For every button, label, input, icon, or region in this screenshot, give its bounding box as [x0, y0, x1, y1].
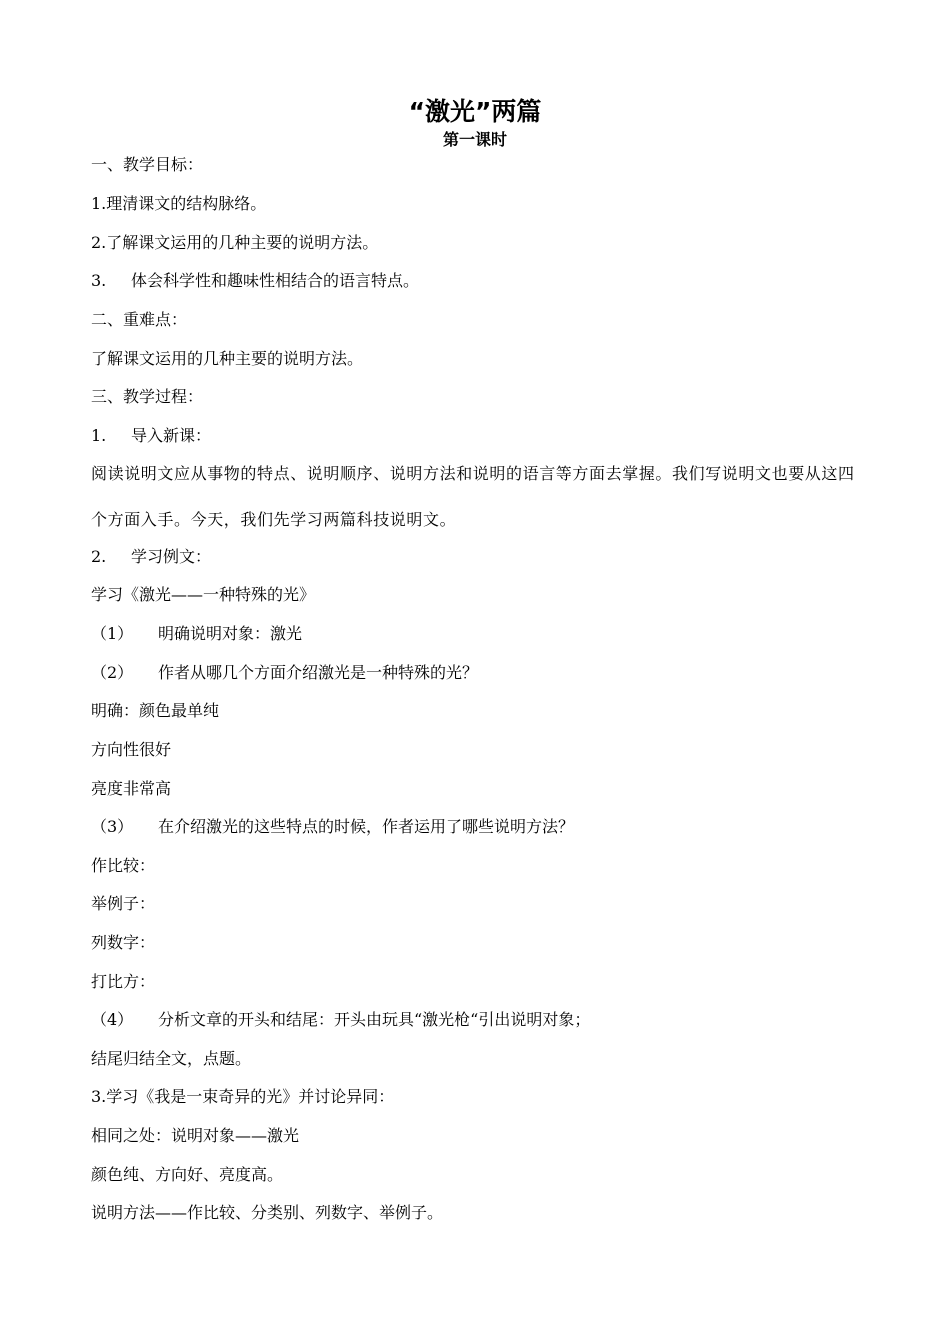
question-1-number: （1） — [91, 624, 134, 643]
key-points-text: 了解课文运用的几种主要的说明方法。 — [91, 349, 364, 368]
objective-item-3-text: 体会科学性和趣味性相结合的语言特点。 — [131, 271, 420, 290]
step-2-number: 2. — [91, 547, 107, 566]
method-analogy: 打比方： — [91, 972, 156, 991]
question-3 — [91, 815, 871, 839]
objective-item-3-number: 3. — [91, 271, 107, 290]
compare-line-3: 说明方法——作比较、分类别、列数字、举例子。 — [91, 1203, 444, 1222]
document-subtitle: 第一课时 — [442, 130, 507, 149]
method-example: 举例子： — [91, 894, 156, 913]
process-heading: 三、教学过程： — [91, 387, 204, 406]
step-1-number: 1. — [91, 426, 107, 445]
study-article-1: 学习《激光——一种特殊的光》 — [91, 585, 316, 604]
question-4 — [91, 1008, 871, 1032]
step-1-text: 导入新课： — [131, 426, 212, 445]
step-2 — [91, 545, 871, 569]
step-2-text: 学习例文： — [131, 547, 212, 566]
document-title: “激光”两篇 — [408, 97, 542, 126]
question-4-number: （4） — [91, 1010, 134, 1029]
answer-2-line-3: 亮度非常高 — [91, 779, 172, 798]
compare-line-2: 颜色纯、方向好、亮度高。 — [91, 1165, 284, 1184]
key-points-heading: 二、重难点： — [91, 310, 188, 329]
question-2 — [91, 661, 871, 685]
question-2-text: 作者从哪几个方面介绍激光是一种特殊的光？ — [158, 663, 479, 682]
question-4-text: 分析文章的开头和结尾：开头由玩具“激光枪“引出说明对象； — [158, 1010, 591, 1029]
objective-item-2: 2.了解课文运用的几种主要的说明方法。 — [91, 233, 379, 252]
question-3-number: （3） — [91, 817, 134, 836]
method-comparison: 作比较： — [91, 856, 156, 875]
objective-item-1: 1.理清课文的结构脉络。 — [91, 194, 267, 213]
step-3: 3.学习《我是一束奇异的光》并讨论异同： — [91, 1087, 395, 1106]
answer-2-line-1: 明确：颜色最单纯 — [91, 701, 220, 720]
objectives-heading: 一、教学目标： — [91, 155, 204, 174]
question-4-continuation: 结尾归结全文，点题。 — [91, 1049, 252, 1068]
answer-2-line-2: 方向性很好 — [91, 740, 172, 759]
question-3-text: 在介绍激光的这些特点的时候，作者运用了哪些说明方法？ — [158, 817, 575, 836]
intro-paragraph: 阅读说明文应从事物的特点、说明顺序、说明方法和说明的语言等方面去掌握。我们写说明文也要从这四个方面入手。今天，我们先学习两篇科技说明文。 — [91, 464, 855, 529]
objective-item-3 — [91, 269, 871, 293]
step-1 — [91, 424, 871, 448]
question-2-number: （2） — [91, 663, 134, 682]
method-numbers: 列数字： — [91, 933, 156, 952]
question-1-text: 明确说明对象：激光 — [158, 624, 303, 643]
compare-line-1: 相同之处：说明对象——激光 — [91, 1126, 300, 1145]
question-1 — [91, 622, 871, 646]
